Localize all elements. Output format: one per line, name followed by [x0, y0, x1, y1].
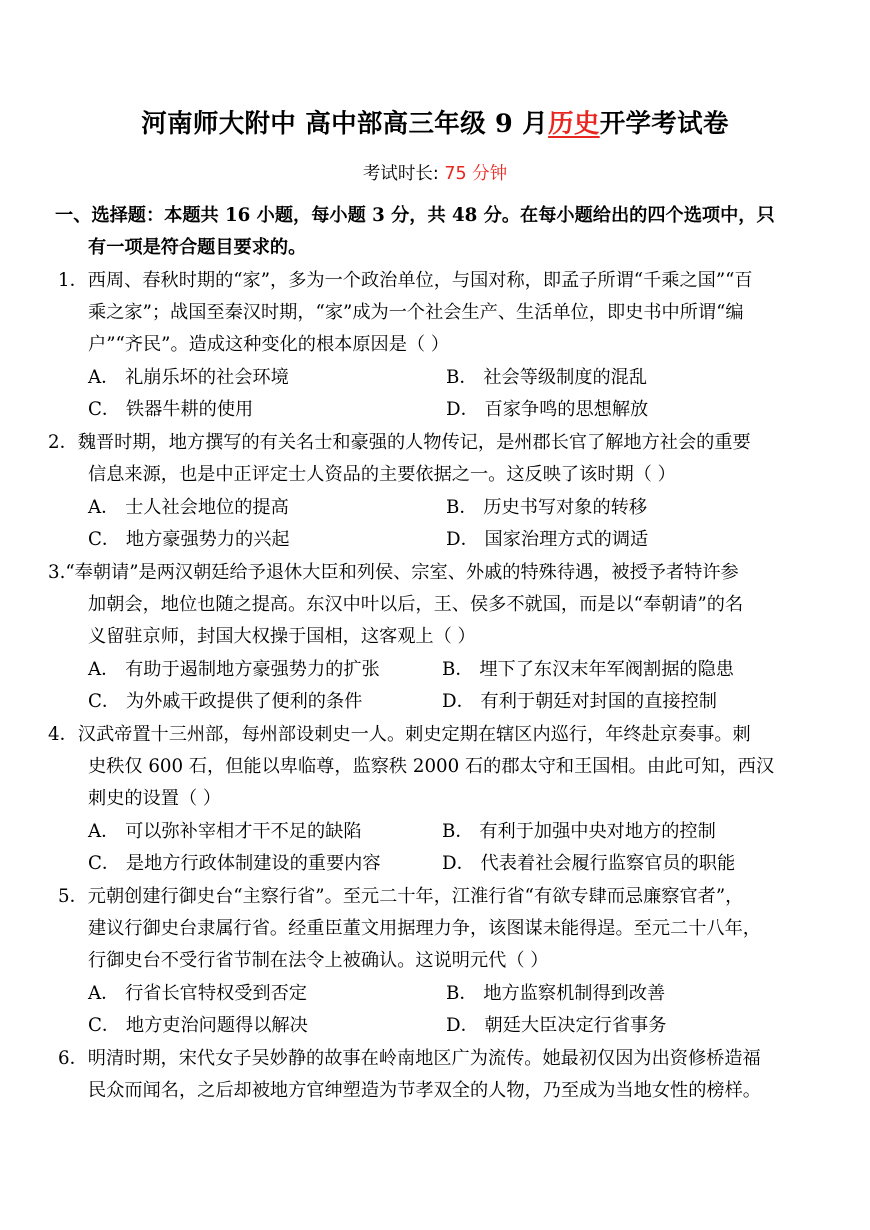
question-1-option-a[interactable]: A． 礼崩乐坏的社会环境	[88, 367, 289, 388]
question-1-option-c[interactable]: C． 铁器牛耕的使用	[88, 399, 254, 420]
question-4-line3: 刺史的设置（ ）	[88, 788, 222, 809]
duration-value: 75 分钟	[444, 164, 508, 184]
question-2-option-c[interactable]: C． 地方豪强势力的兴起	[88, 529, 290, 550]
question-3-line2: 加朝会，地位也随之提高。东汉中叶以后，王、侯多不就国，而是以“奉朝请”的名	[88, 594, 744, 615]
section-heading-line1: 一、选择题：本题共 16 小题，每小题 3 分，共 48 分。在每小题给出的四个选项中，只	[55, 205, 775, 226]
question-3-option-c[interactable]: C． 为外戚干政提供了便利的条件	[88, 691, 363, 712]
question-2-option-d[interactable]: D． 国家治理方式的调适	[446, 529, 649, 550]
question-2-line2: 信息来源，也是中正评定士人资品的主要依据之一。这反映了该时期（ ）	[88, 464, 676, 485]
question-2-option-a[interactable]: A． 士人社会地位的提高	[88, 497, 289, 518]
question-2-line1: 2．魏晋时期，地方撰写的有关名士和豪强的人物传记，是州郡长官了解地方社会的重要	[48, 432, 751, 453]
question-6-line1: 6．明清时期，宋代女子吴妙静的故事在岭南地区广为流传。她最初仅因为出资修桥造福	[58, 1048, 761, 1069]
question-2-option-b[interactable]: B． 历史书写对象的转移	[446, 497, 648, 518]
question-5-line2: 建议行御史台隶属行省。经重臣董文用据理力争，该图谋未能得逞。至元二十八年，	[88, 918, 761, 939]
question-1-line1: 1．西周、春秋时期的“家”，多为一个政治单位，与国对称，即孟子所谓“千乘之国”“百	[58, 270, 753, 291]
question-4-line1: 4．汉武帝置十三州部，每州部设刺史一人。刺史定期在辖区内巡行，年终赴京奏事。刺	[48, 724, 751, 745]
page-title	[0, 104, 870, 140]
question-5-line3: 行御史台不受行省节制在法令上被确认。这说明元代（ ）	[88, 950, 549, 971]
question-3-option-d[interactable]: D． 有利于朝廷对封国的直接控制	[442, 691, 717, 712]
question-3-line3: 义留驻京师，封国大权操于国相，这客观上（ ）	[88, 626, 476, 647]
question-5-line1: 5．元朝创建行御史台“主察行省”。至元二十年，江淮行省“有欲专肆而忌廉察官者”，	[58, 886, 744, 907]
question-3-option-a[interactable]: A． 有助于遏制地方豪强势力的扩张	[88, 659, 380, 680]
question-1-option-d[interactable]: D． 百家争鸣的思想解放	[446, 399, 649, 420]
question-3-option-b[interactable]: B． 埋下了东汉末年军阀割据的隐患	[442, 659, 734, 680]
title-part1: 河南师大附中 高中部高三年级 9 月	[141, 109, 549, 139]
title-highlight: 历史	[548, 109, 600, 139]
section-heading-line2: 有一项是符合题目要求的。	[88, 237, 307, 258]
exam-duration	[0, 160, 870, 185]
duration-label: 考试时长:	[362, 164, 445, 184]
question-4-option-d[interactable]: D． 代表着社会履行监察官员的职能	[442, 853, 736, 874]
question-5-option-c[interactable]: C． 地方吏治问题得以解决	[88, 1015, 308, 1036]
question-5-option-b[interactable]: B． 地方监察机制得到改善	[446, 983, 666, 1004]
question-1-line2: 乘之家”；战国至秦汉时期，“家”成为一个社会生产、生活单位，即史书中所谓“编	[88, 302, 744, 323]
question-3-line1: 3.“奉朝请”是两汉朝廷给予退休大臣和列侯、宗室、外戚的特殊待遇，被授予者特许参	[48, 562, 739, 583]
question-5-option-d[interactable]: D． 朝廷大臣决定行省事务	[446, 1015, 667, 1036]
question-4-option-c[interactable]: C． 是地方行政体制建设的重要内容	[88, 853, 381, 874]
title-part2: 开学考试卷	[599, 109, 729, 139]
question-4-line2: 史秩仅 600 石，但能以卑临尊，监察秩 2000 石的郡太守和王国相。由此可知，西汉	[88, 756, 775, 777]
question-6-line2: 民众而闻名，之后却被地方官绅塑造为节孝双全的人物，乃至成为当地女性的榜样。	[88, 1080, 761, 1101]
question-1-option-b[interactable]: B． 社会等级制度的混乱	[446, 367, 648, 388]
question-1-line3: 户”“齐民”。造成这种变化的根本原因是（ ）	[88, 334, 450, 355]
question-4-option-b[interactable]: B． 有利于加强中央对地方的控制	[442, 821, 716, 842]
question-5-option-a[interactable]: A． 行省长官特权受到否定	[88, 983, 307, 1004]
question-4-option-a[interactable]: A． 可以弥补宰相才干不足的缺陷	[88, 821, 362, 842]
